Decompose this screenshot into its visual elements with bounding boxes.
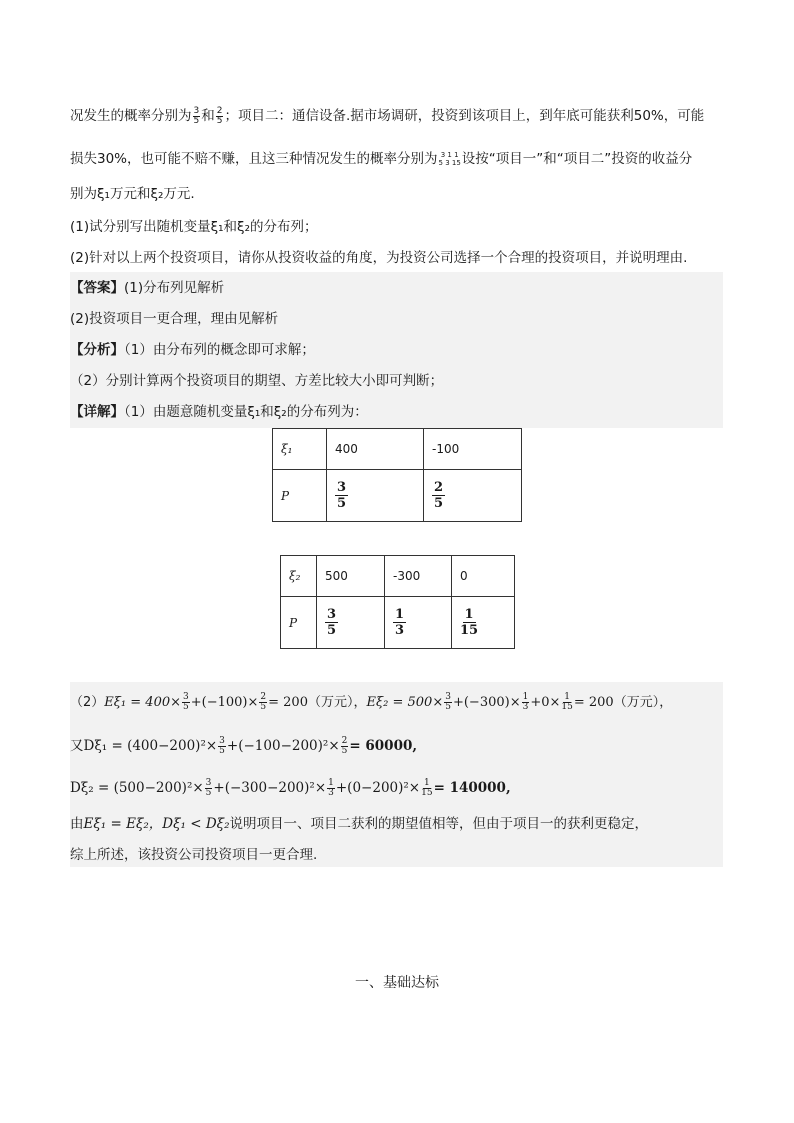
num: 3 (193, 105, 200, 116)
den: 5 (337, 496, 347, 511)
den: 5 (434, 496, 444, 511)
num: 1 (395, 607, 405, 622)
math: Dξ₂ = (500−200)²× (70, 780, 204, 796)
math: +(−100)× (190, 695, 259, 710)
den: 5 (205, 788, 212, 798)
fraction (444, 693, 452, 712)
num: 3 (445, 692, 451, 702)
math: = 200 (268, 695, 308, 710)
table-cell: -100 (424, 429, 522, 470)
math: Eξ₂ = 500× (366, 695, 444, 710)
num: 1 (328, 778, 334, 788)
table-cell: P (281, 597, 317, 649)
den: 3 (522, 702, 529, 712)
den: 5 (183, 702, 189, 712)
question-1: (1)试分别写出随机变量ξ₁和ξ₂的分布列； (70, 219, 318, 235)
detail-label: 【详解】 (70, 404, 124, 420)
expectation-line (70, 693, 724, 713)
table-cell: ξ₁ (273, 429, 327, 470)
math: = 60000, (349, 738, 418, 754)
answer-line-1 (70, 278, 724, 298)
fraction (335, 480, 348, 511)
math: +(−300)× (452, 695, 521, 710)
fraction (460, 607, 478, 638)
table-cell (327, 470, 424, 522)
fraction (205, 779, 213, 798)
math: +(−100−200)²× (226, 738, 340, 754)
text: （2） (70, 695, 105, 710)
text: ；项目二：通信设备.据市场调研，投资到该项目上，到年底可能获利50%，可能 (224, 108, 705, 124)
num: 3 (337, 480, 347, 495)
den: 3 (395, 623, 405, 638)
math: = 200 (573, 695, 614, 710)
text: （万元） (613, 695, 660, 710)
num: 3 (327, 607, 337, 622)
den: 5 (219, 746, 225, 756)
num: 1 (464, 607, 474, 622)
num: 3 1 1 (440, 151, 459, 159)
conclusion-line-2: 综上所述，该投资公司投资项目一更合理. (70, 847, 318, 863)
num: 1 (522, 692, 529, 702)
fraction (327, 779, 335, 798)
table-cell (424, 470, 522, 522)
table-cell (385, 597, 452, 649)
fraction (259, 693, 267, 712)
table-cell: 500 (317, 556, 385, 597)
table-cell: 0 (452, 556, 515, 597)
fraction (432, 480, 445, 511)
fraction (218, 737, 226, 756)
text: 况发生的概率分别为 (70, 108, 192, 124)
fraction (393, 607, 406, 638)
den: 5 (260, 702, 267, 712)
table-row (273, 470, 522, 522)
math: +(0−200)²× (335, 780, 421, 796)
num: 1 (423, 778, 430, 788)
table-row (281, 597, 515, 649)
text: （万元） (307, 695, 354, 710)
text: ， (353, 695, 367, 710)
fraction (216, 107, 224, 126)
num: 2 (216, 105, 223, 116)
table-row (281, 556, 515, 597)
text: ， (659, 695, 673, 710)
text: 又 (70, 738, 84, 754)
math: = 140000, (433, 780, 511, 796)
den: 5 3 15 (438, 159, 461, 167)
num: 1 (564, 692, 570, 702)
fraction (341, 737, 349, 756)
fraction (561, 693, 572, 712)
den: 5 (216, 115, 223, 126)
den: 5 (445, 702, 451, 712)
analysis-label: 【分析】 (70, 342, 124, 358)
table-cell (452, 597, 515, 649)
table-cell: -300 (385, 556, 452, 597)
detail-line-1 (70, 402, 724, 422)
problem-line-3: 别为ξ₁万元和ξ₂万元. (70, 186, 195, 202)
fraction (182, 693, 190, 712)
den: 15 (421, 788, 433, 798)
text: （1）由题意随机变量ξ₁和ξ₂的分布列为： (124, 404, 368, 420)
fraction-list (439, 151, 461, 167)
text: 说明项目一、项目二获利的期望值相等，但由于项目一的获利更稳定， (229, 816, 649, 832)
math: Dξ₁ = (400−200)²× (83, 738, 218, 754)
problem-line-2 (70, 149, 724, 169)
analysis-line-1 (70, 340, 724, 360)
den: 15 (460, 623, 479, 638)
table-cell: P (273, 470, 327, 522)
den: 3 (328, 788, 334, 798)
analysis-line-2: （2）分别计算两个投资项目的期望、方差比较大小即可判断； (70, 373, 444, 389)
fraction (325, 607, 338, 638)
answer-label: 【答案】 (70, 280, 124, 296)
math: +0× (530, 695, 561, 710)
num: 3 (205, 778, 212, 788)
text: 和 (201, 108, 215, 124)
num: 2 (434, 480, 444, 495)
text: 损失30%，也可能不赔不赚，且这三种情况发生的概率分别为 (70, 151, 438, 167)
text: （1）由分布列的概念即可求解； (124, 342, 315, 358)
text: 由 (70, 816, 84, 832)
table-cell: ξ₂ (281, 556, 317, 597)
den: 5 (327, 623, 337, 638)
question-2: (2)针对以上两个投资项目，请你从投资收益的角度，为投资公司选择一个合理的投资项目，并说明理由. (70, 250, 688, 266)
math: Eξ₁ = 400× (104, 695, 182, 710)
variance-line-2 (70, 778, 724, 798)
den: 5 (341, 746, 348, 756)
num: 3 (219, 736, 225, 746)
text: (1)分布列见解析 (124, 280, 225, 296)
table-cell (317, 597, 385, 649)
fraction (193, 107, 201, 126)
distribution-table-2 (280, 555, 515, 649)
problem-line-1 (70, 106, 724, 126)
table-cell: 400 (327, 429, 424, 470)
den: 15 (561, 702, 573, 712)
distribution-table-1 (272, 428, 522, 522)
math: Eξ₁ = Eξ₂，Dξ₁ < Dξ₂ (83, 816, 230, 832)
answer-line-2: (2)投资项目一更合理，理由见解析 (70, 311, 279, 327)
num: 3 (183, 692, 189, 702)
den: 5 (193, 115, 200, 126)
num: 2 (260, 692, 267, 702)
table-row (273, 429, 522, 470)
section-title: 一、基础达标 (355, 975, 439, 991)
num: 2 (341, 736, 348, 746)
fraction (522, 693, 530, 712)
conclusion-line-1 (70, 814, 724, 834)
variance-line-1 (70, 736, 724, 756)
math: +(−300−200)²× (213, 780, 327, 796)
text: 设按“项目一”和“项目二”投资的收益分 (461, 151, 693, 167)
fraction (421, 779, 432, 798)
